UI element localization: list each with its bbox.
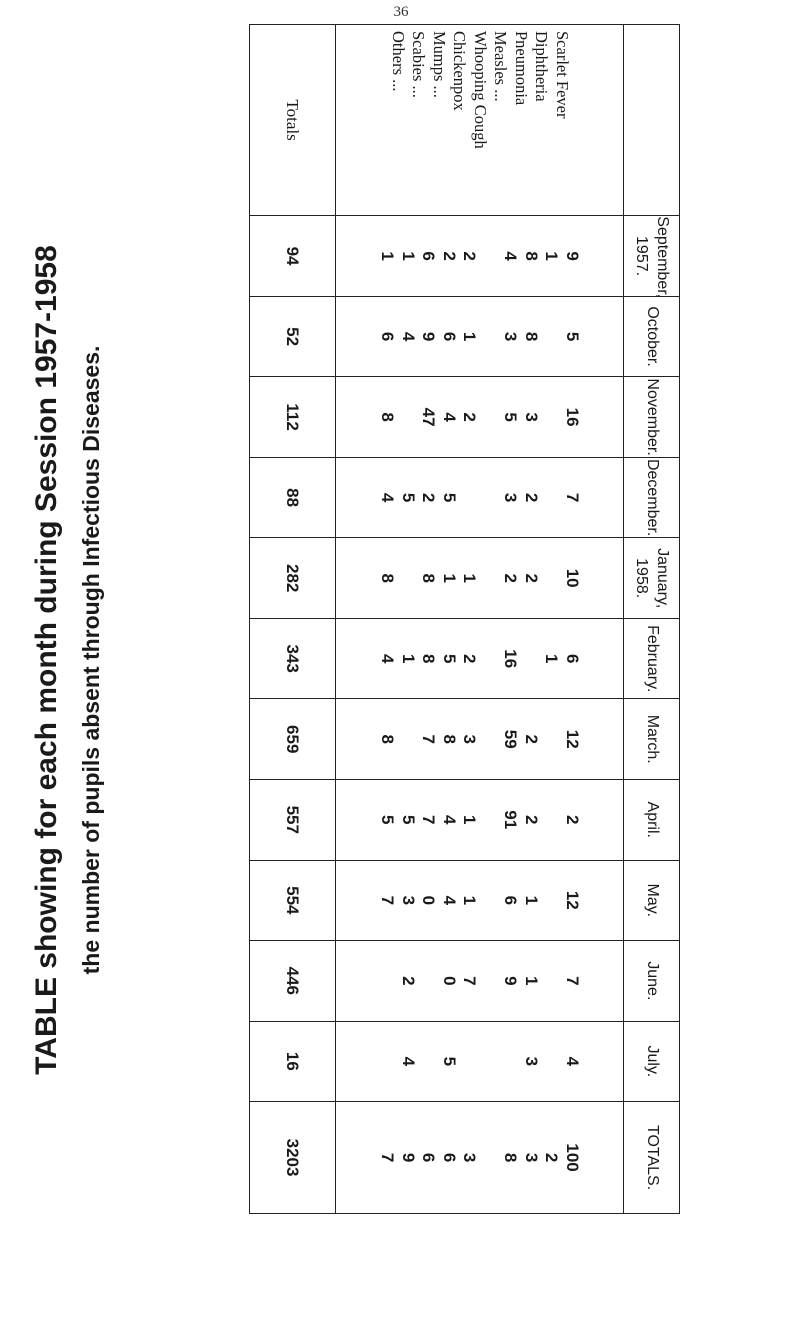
disease-name: Mumps ...: [429, 31, 449, 98]
table-cell: [480, 216, 501, 296]
table-title-line-2: the number of pupils absent through Infectious Diseases.: [78, 345, 104, 975]
table-cell: [480, 1022, 501, 1102]
table-cell: 1: [399, 653, 418, 664]
table-cell: 3: [522, 1056, 541, 1067]
table-cell: 1: [460, 573, 480, 583]
table-cell: 1: [440, 573, 459, 583]
table-cell: [418, 941, 439, 1021]
disease-name: Whooping Cough: [470, 31, 490, 149]
table-cell: 4: [563, 1056, 582, 1067]
table-cell: 6: [440, 331, 459, 342]
month-total-cell: 3203: [250, 1102, 336, 1214]
table-cell: 2: [522, 734, 541, 744]
table-cell: [480, 377, 501, 457]
table-cell: 3: [501, 331, 521, 342]
table-cell: 16: [563, 407, 582, 427]
table-cell: [480, 538, 501, 618]
table-cell: [541, 780, 562, 860]
table-cell: 9: [563, 251, 582, 261]
table-cell: [398, 699, 419, 779]
totals-label: Totals: [250, 25, 336, 216]
table-cell: [459, 1022, 480, 1102]
table-cell: 7: [419, 734, 439, 744]
table-cell: 1: [522, 976, 541, 986]
table-cell: 5: [440, 1056, 459, 1067]
table-cell: 7: [460, 976, 480, 986]
table-cell: 1: [460, 331, 480, 342]
month-total-cell: 554: [250, 860, 336, 941]
month-values-cell: [336, 538, 624, 619]
table-cell: 1: [460, 895, 480, 906]
table-cell: 8: [378, 573, 398, 583]
table-cell: [480, 297, 501, 377]
table-cell: 3: [460, 1152, 480, 1163]
table-cell: 6: [563, 653, 582, 664]
table-cell: 2: [522, 492, 541, 503]
table-cell: 4: [501, 251, 521, 261]
table-cell: 5: [440, 653, 459, 664]
month-header: July.: [624, 1021, 680, 1102]
table-cell: 1: [378, 251, 398, 261]
disease-name: Pneumonia: [511, 31, 531, 106]
table-cell: [541, 861, 562, 941]
page-number: 36: [393, 4, 409, 20]
table-cell: [541, 377, 562, 457]
table-cell: 5: [563, 331, 582, 342]
month-header: April.: [624, 780, 680, 861]
table-cell: 9: [419, 331, 439, 342]
month-header: January, 1958.: [624, 538, 680, 619]
disease-name: Measles ...: [491, 31, 511, 102]
table-cell: 6: [378, 331, 398, 342]
month-total-cell: 94: [250, 216, 336, 297]
table-cell: 2: [440, 251, 459, 261]
month-values-cell: [336, 780, 624, 861]
table-wrapper: [250, 24, 680, 1214]
diseases-column: [336, 25, 624, 216]
month-values-cell: [336, 1021, 624, 1102]
table-cell: 1: [460, 815, 480, 825]
month-values-cell: [336, 377, 624, 458]
table-cell: 1: [522, 895, 541, 906]
table-cell: [377, 1022, 398, 1102]
table-cell: 8: [440, 734, 459, 744]
table-cell: [480, 699, 501, 779]
table-cell: [480, 941, 501, 1021]
month-total-cell: 659: [250, 699, 336, 780]
month-values-cell: [336, 618, 624, 699]
table-cell: 59: [501, 729, 521, 749]
table-cell: 7: [378, 1152, 398, 1163]
table-cell: 2: [460, 653, 480, 664]
table-cell: 5: [501, 412, 521, 422]
table-cell: 7: [563, 976, 582, 986]
table-cell: 5: [378, 815, 398, 825]
table-cell: [480, 1102, 501, 1213]
table-cell: 7: [563, 492, 582, 503]
table-cell: 6: [501, 895, 521, 906]
table-cell: 4: [399, 331, 418, 342]
table-cell: [500, 1022, 521, 1102]
table-cell: 5: [440, 492, 459, 503]
table-cell: 9: [399, 1152, 418, 1163]
month-header: October.: [624, 296, 680, 377]
table-cell: 8: [522, 251, 541, 261]
table-cell: 3: [501, 492, 521, 503]
table-cell: [398, 377, 419, 457]
header-row: [624, 25, 680, 1214]
table-cell: 2: [399, 976, 418, 986]
table-cell: 100: [563, 1143, 582, 1172]
table-cell: 2: [501, 573, 521, 583]
table-cell: [480, 619, 501, 699]
table-cell: [541, 538, 562, 618]
table-cell: [398, 538, 419, 618]
table-cell: 6: [440, 1152, 459, 1163]
table-cell: 1: [542, 251, 562, 261]
table-cell: [418, 1022, 439, 1102]
disease-name: Scarlet Fever: [552, 31, 572, 119]
table-cell: 3: [522, 1152, 541, 1163]
month-total-cell: 557: [250, 780, 336, 861]
month-values-cell: [336, 699, 624, 780]
table-cell: 4: [378, 653, 398, 664]
table-cell: 9: [501, 976, 521, 986]
table-cell: 8: [522, 331, 541, 342]
table-cell: 8: [419, 653, 439, 664]
table-cell: 2: [542, 1152, 562, 1163]
month-header: November.: [624, 377, 680, 458]
body-row: [336, 25, 624, 1214]
table-cell: 2: [522, 815, 541, 825]
totals-row: [250, 25, 336, 1214]
disease-name: Chickenpox: [450, 31, 470, 111]
table-cell: 2: [522, 573, 541, 583]
table-cell: 0: [419, 895, 439, 906]
table-title-line-1: TABLE showing for each month during Session 1957-1958: [30, 245, 63, 1075]
month-values-cell: [336, 296, 624, 377]
table-cell: 10: [563, 568, 582, 588]
table-cell: 2: [460, 412, 480, 422]
table-cell: 8: [419, 573, 439, 583]
month-total-cell: 52: [250, 296, 336, 377]
table-cell: 8: [378, 412, 398, 422]
month-total-cell: 282: [250, 538, 336, 619]
table-cell: [541, 458, 562, 538]
table-cell: 6: [419, 1152, 439, 1163]
table-cell: 2: [460, 251, 480, 261]
table-cell: [459, 458, 480, 538]
table-cell: 8: [378, 734, 398, 744]
month-total-cell: 112: [250, 377, 336, 458]
table-cell: 8: [501, 1152, 521, 1163]
month-values-cell: [336, 1102, 624, 1214]
table-cell: [521, 619, 542, 699]
table-cell: 1: [399, 251, 418, 261]
table-cell: 7: [378, 895, 398, 906]
month-header: TOTALS.: [624, 1102, 680, 1214]
table-cell: [541, 699, 562, 779]
month-values-cell: [336, 860, 624, 941]
table-cell: [377, 941, 398, 1021]
table-cell: 16: [501, 649, 521, 669]
table-cell: 7: [419, 815, 439, 825]
table-cell: 5: [399, 815, 418, 825]
table-cell: [541, 941, 562, 1021]
table-cell: 2: [419, 492, 439, 503]
disease-name: Diphtheria: [532, 31, 552, 102]
month-total-cell: 343: [250, 618, 336, 699]
infectious-diseases-table: [249, 24, 680, 1214]
table-cell: 47: [419, 407, 439, 427]
table-cell: 3: [522, 412, 541, 422]
diseases-header: [624, 25, 680, 216]
table-cell: 1: [542, 653, 562, 664]
table-cell: [480, 780, 501, 860]
table-cell: 91: [501, 810, 521, 830]
disease-name: Others ...: [388, 31, 408, 92]
table-cell: 0: [440, 976, 459, 986]
table-cell: 4: [440, 895, 459, 906]
table-cell: [541, 1022, 562, 1102]
table-cell: [541, 297, 562, 377]
table-cell: 4: [378, 492, 398, 503]
month-header: September, 1957.: [624, 216, 680, 297]
table-cell: 5: [399, 492, 418, 503]
table-cell: 2: [563, 815, 582, 825]
month-header: June.: [624, 941, 680, 1022]
table-cell: 4: [440, 815, 459, 825]
month-total-cell: 16: [250, 1021, 336, 1102]
table-cell: 3: [460, 734, 480, 744]
month-header: February.: [624, 618, 680, 699]
disease-name: Scabies ...: [409, 31, 429, 98]
month-total-cell: 88: [250, 457, 336, 538]
table-cell: 6: [419, 251, 439, 261]
month-values-cell: [336, 941, 624, 1022]
table-cell: [480, 458, 501, 538]
month-header: December.: [624, 457, 680, 538]
table-cell: [480, 861, 501, 941]
table-cell: 12: [563, 890, 582, 910]
table-cell: 12: [563, 729, 582, 749]
month-header: March.: [624, 699, 680, 780]
table-cell: 3: [399, 895, 418, 906]
month-values-cell: [336, 457, 624, 538]
month-values-cell: [336, 216, 624, 297]
month-total-cell: 446: [250, 941, 336, 1022]
table-cell: 4: [399, 1056, 418, 1067]
table-cell: 4: [440, 412, 459, 422]
month-header: May.: [624, 860, 680, 941]
